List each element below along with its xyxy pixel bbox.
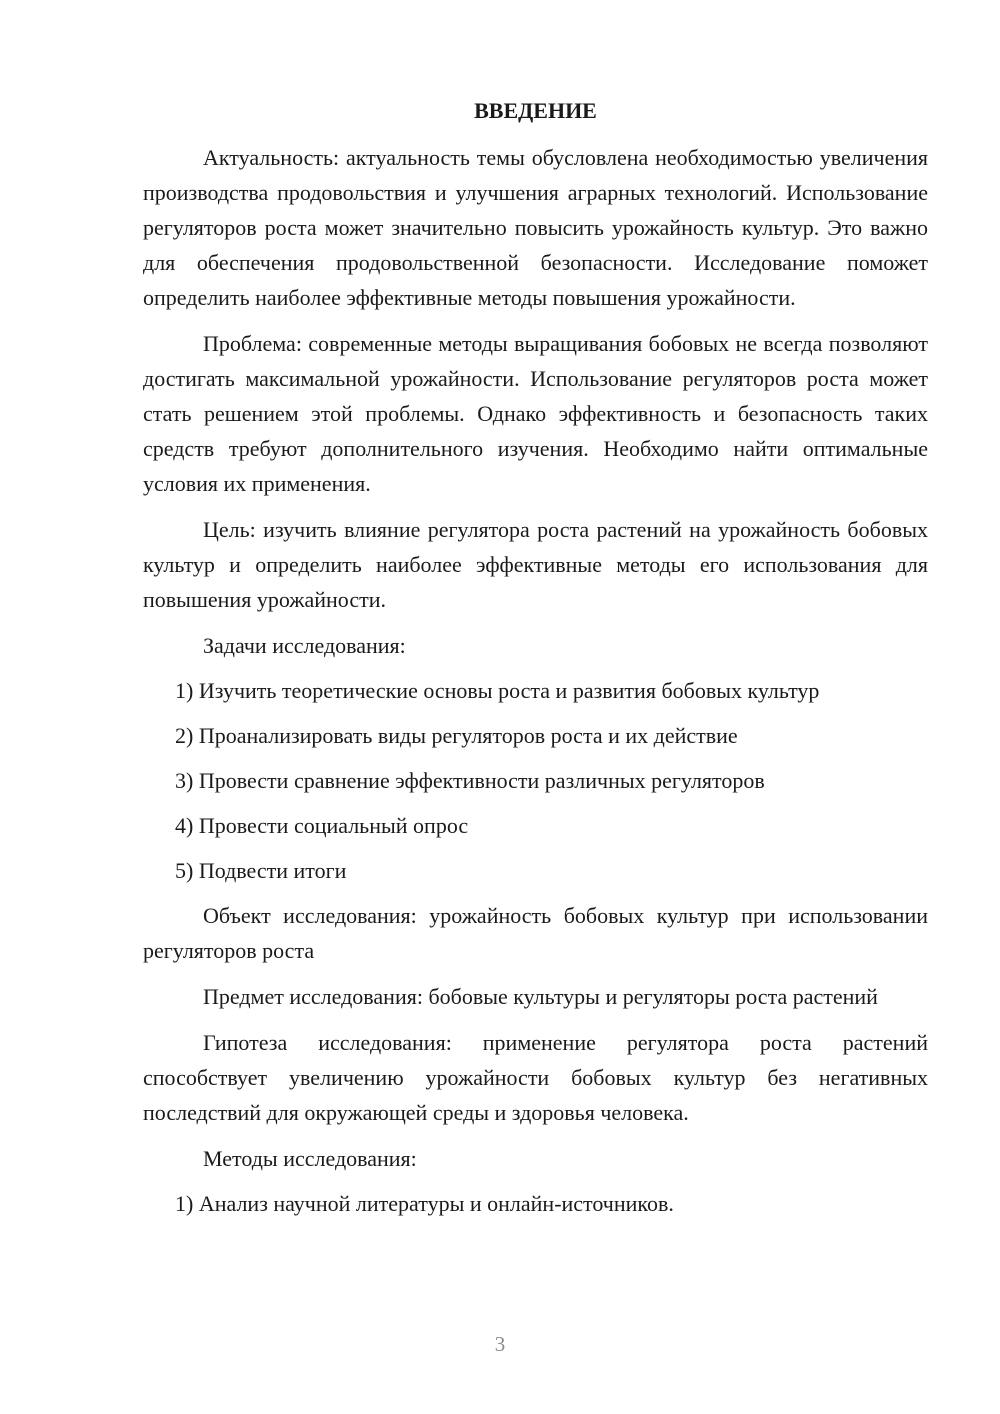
tasks-heading: Задачи исследования: (203, 633, 406, 658)
list-item: 3) Провести сравнение эффективности различных регуляторов (175, 768, 765, 793)
relevance-paragraph: Актуальность: актуальность темы обусловлена необходимостью увеличения производства продовольствия и улучшения аграрных технологий. Использование регуляторов роста может значительно повысить урожайность культур. Это важно для обеспечения продовольственной безопасности. Исследование поможет определить наиболее эффективные методы повышения урожайности. (143, 145, 928, 310)
methods-list (143, 1186, 928, 1221)
list-item: 4) Провести социальный опрос (175, 813, 469, 838)
page-number: 3 (494, 1332, 506, 1356)
list-item: 2) Проанализировать виды регуляторов роста и их действие (175, 723, 738, 748)
problem-paragraph: Проблема: современные методы выращивания бобовых не всегда позволяют достигать максимальной урожайности. Использование регуляторов роста может стать решением этой проблемы. Однако эффективность и безопасность таких средств требуют дополнительного изучения. Необходимо найти оптимальные условия их применения. (143, 331, 928, 496)
list-item: 1) Изучить теоретические основы роста и развития бобовых культур (175, 678, 820, 703)
document-page (143, 93, 928, 1231)
list-item: 1) Анализ научной литературы и онлайн-источников. (175, 1191, 674, 1216)
list-item: 5) Подвести итоги (175, 858, 347, 883)
tasks-list (143, 673, 928, 888)
methods-heading: Методы исследования: (203, 1146, 417, 1171)
goal-paragraph: Цель: изучить влияние регулятора роста растений на урожайность бобовых культур и определить наиболее эффективные методы его использования для повышения урожайности. (143, 517, 928, 612)
object-paragraph: Объект исследования: урожайность бобовых культур при использовании регуляторов роста (143, 903, 928, 963)
page-title: ВВЕДЕНИЕ (474, 98, 597, 123)
hypothesis-paragraph: Гипотеза исследования: применение регулятора роста растений способствует увеличению урожайности бобовых культур без негативных последствий для окружающей среды и здоровья человека. (143, 1030, 928, 1125)
subject-paragraph: Предмет исследования: бобовые культуры и регуляторы роста растений (203, 984, 878, 1009)
